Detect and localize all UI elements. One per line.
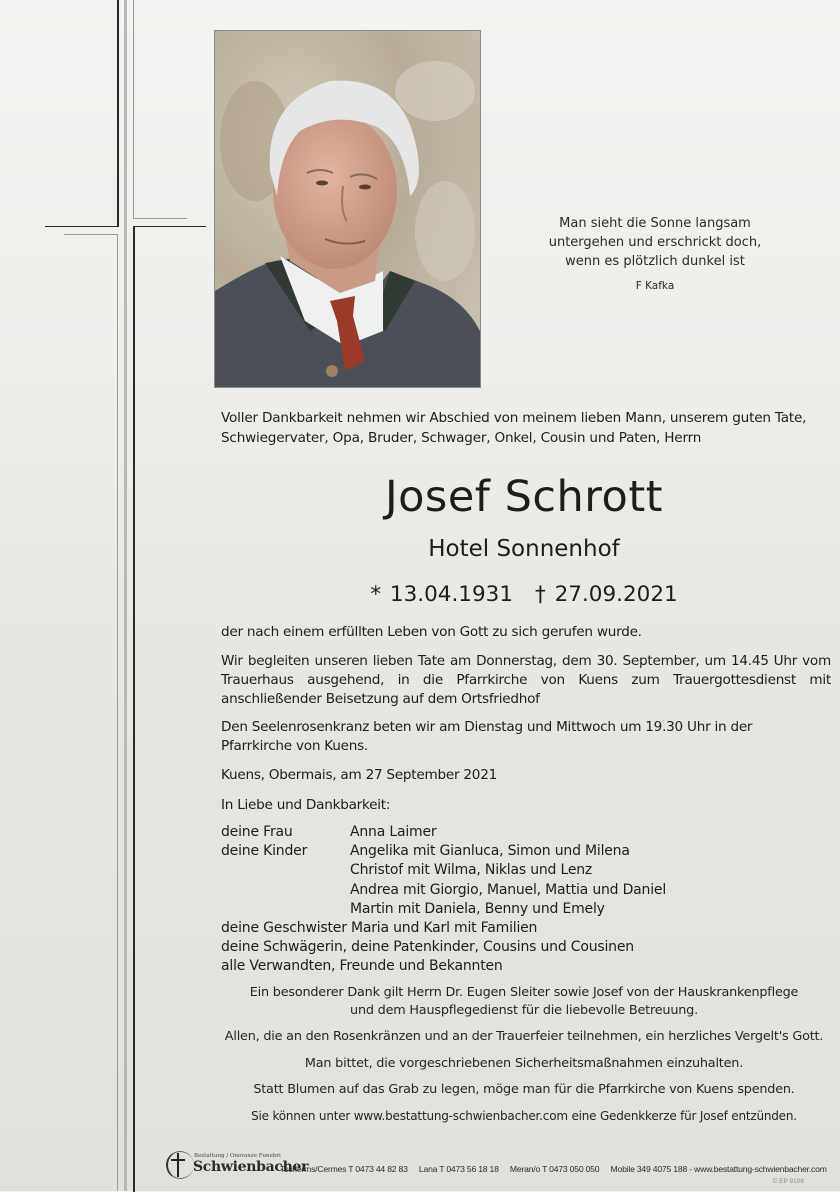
family-names: Anna Laimer: [350, 824, 437, 840]
logo-cross-icon: [171, 1159, 185, 1161]
cross-line: [124, 0, 127, 1191]
cross-line: [133, 0, 134, 219]
family-line: deine Schwägerin, deine Patenkinder, Cousins und Cousinen: [221, 939, 634, 956]
family-row: [221, 823, 741, 842]
family-names: Martin mit Daniela, Benny und Emely: [350, 900, 605, 917]
logo-cross-icon: [177, 1153, 179, 1177]
called-text: der nach einem erfüllten Leben von Gott zu sich gerufen wurde.: [221, 624, 642, 640]
family-row: [221, 881, 741, 900]
portrait-illustration: [215, 31, 480, 387]
family-names: Angelika mit Gianluca, Simon und Milena: [350, 843, 630, 860]
cross-line: [133, 226, 135, 1192]
deceased-subtitle: Hotel Sonnenhof: [428, 536, 620, 562]
funeral-home-logo: [164, 1149, 309, 1183]
deceased-name: Josef Schrott: [384, 472, 664, 522]
candle-text: Sie können unter www.bestattung-schwienbacher.com eine Gedenkkerze für Josef entzünden.: [251, 1109, 797, 1123]
kafka-quote: [520, 214, 790, 296]
family-line: alle Verwandten, Freunde und Bekannten: [221, 958, 503, 975]
family-list: [221, 823, 741, 977]
contact-lana: Lana T 0473 56 18 18: [418, 1164, 499, 1174]
portrait-photo: [214, 30, 481, 388]
funeral-text: Wir begleiten unseren lieben Tate am Donnerstag, dem 30. September, um 14.45 Uhr vom Trauerhaus ausgehend, in die Pfarrkirche von Kuens zum Trauergottesdienst mit anschließender Beisetzung auf dem Ortsfriedhof: [221, 653, 831, 707]
family-row: [221, 842, 741, 861]
cross-line: [117, 234, 118, 1191]
vergelts-gott-text: Allen, die an den Rosenkränzen und an der Trauerfeier teilnehmen, ein herzliches Vergelt's Gott.: [224, 1029, 824, 1044]
contact-meran: Meran/o T 0473 050 050: [509, 1164, 600, 1174]
place-date: Kuens, Obermais, am 27 September 2021: [221, 767, 497, 783]
family-names: Christof mit Wilma, Niklas und Lenz: [350, 862, 593, 879]
logo-tagline: Bestattung / Onoranze Funebri: [194, 1153, 281, 1159]
family-relation: deine Frau: [221, 824, 293, 840]
family-row: [221, 900, 741, 919]
quote-line: wenn es plötzlich dunkel ist: [565, 254, 745, 269]
flowers-text: Statt Blumen auf das Grab zu legen, möge man für die Pfarrkirche von Kuens spenden.: [253, 1082, 795, 1097]
cross-line: [45, 226, 118, 228]
quote-line: Man sieht die Sonne langsam: [559, 216, 751, 231]
cross-line: [117, 0, 119, 227]
birth-date: * 13.04.1931: [370, 582, 513, 607]
cross-line: [133, 218, 187, 219]
quote-line: untergehen und erschrickt doch,: [548, 235, 762, 250]
thanks-line: und dem Hauspflegedienst für die liebevolle Betreuung.: [350, 1003, 698, 1018]
family-relation: [221, 900, 350, 919]
family-names: Andrea mit Giorgio, Manuel, Mattia und Daniel: [350, 881, 667, 898]
logo-name: Schwienbacher: [193, 1159, 309, 1175]
rosary-text: Den Seelenrosenkranz beten wir am Dienstag und Mittwoch um 19.30 Uhr in der Pfarrkirche von Kuens.: [221, 719, 753, 754]
family-row: [221, 861, 741, 880]
contact-info: [280, 1164, 836, 1174]
family-line: deine Geschwister Maria und Karl mit Familien: [221, 920, 538, 937]
contact-mobile-web: Mobile 349 4075 188 - www.bestattung-schwienbacher.com: [610, 1164, 827, 1174]
footer: [164, 1149, 827, 1185]
thanks-line: Ein besonderer Dank gilt Herrn Dr. Eugen Sleiter sowie Josef von der Hauskrankenpflege: [249, 985, 799, 1000]
cross-line: [64, 234, 118, 235]
intro-text: [221, 408, 831, 448]
in-love-text: In Liebe und Dankbarkeit:: [221, 797, 391, 813]
logo-circle-icon: [166, 1151, 194, 1179]
family-relation: [221, 881, 350, 900]
family-relation: deine Kinder: [221, 843, 308, 860]
safety-text: Man bittet, die vorgeschriebenen Sicherheitsmaßnahmen einzuhalten.: [304, 1056, 744, 1071]
intro-line: Voller Dankbarkeit nehmen wir Abschied von meinem lieben Mann, unserem guten Tate,: [221, 410, 807, 426]
death-date: † 27.09.2021: [535, 582, 678, 607]
print-code: © EP 9108: [772, 1178, 804, 1185]
thanks-text: [214, 984, 834, 1020]
life-dates: [214, 580, 834, 610]
cross-line: [133, 226, 206, 228]
quote-author: F Kafka: [635, 280, 675, 292]
intro-line: Schwiegervater, Opa, Bruder, Schwager, Onkel, Cousin und Paten, Herrn: [221, 430, 702, 446]
contact-tscherms: Tscherms/Cermes T 0473 44 82 83: [280, 1164, 408, 1174]
family-relation: [221, 861, 350, 880]
